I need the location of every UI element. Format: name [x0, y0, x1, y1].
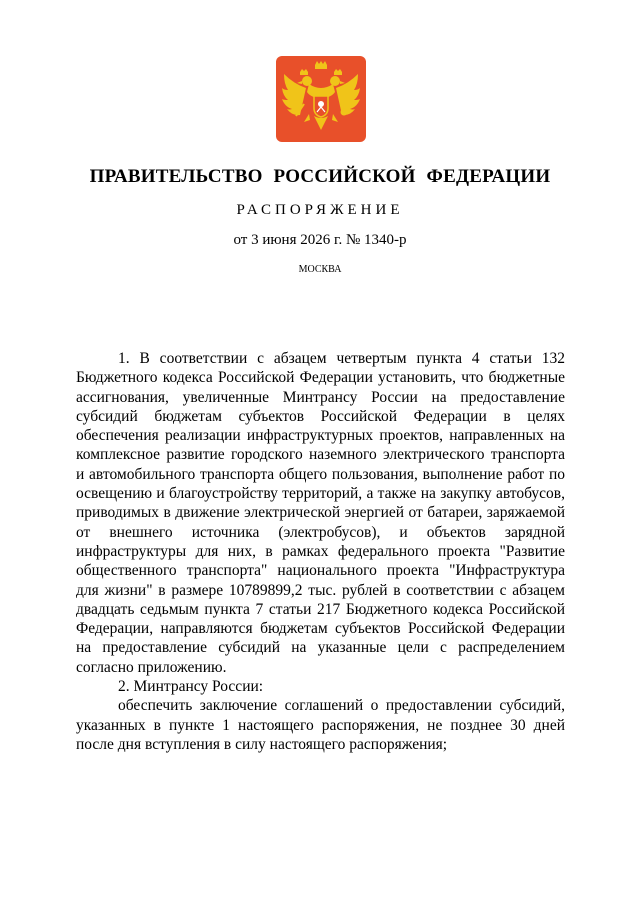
- document-date-number: от 3 июня 2026 г. № 1340-р: [233, 232, 407, 248]
- document-body: [76, 349, 565, 754]
- document-type: РАСПОРЯЖЕНИЕ: [236, 202, 404, 218]
- document-city: МОСКВА: [298, 264, 342, 275]
- government-title: ПРАВИТЕЛЬСТВО РОССИЙСКОЙ ФЕДЕРАЦИИ: [89, 166, 551, 187]
- paragraph-3: обеспечить заключение соглашений о предоставлении субсидий, указанных в пункте 1 настоящего распоряжения, не позднее 30 дней после дня вступления в силу настоящего распоряжения;: [76, 697, 565, 753]
- coat-of-arms-icon: [276, 56, 366, 142]
- paragraph-2: 2. Минтрансу России:: [118, 678, 264, 696]
- paragraph-1: 1. В соответствии с абзацем четвертым пункта 4 статьи 132 Бюджетного кодекса Российской Федерации установить, что бюджетные ассигнования, увеличенные Минтрансу России на предоставление субсидий бюджетам субъектов Российской Федерации в целях обеспечения реализации инфраструктурных проектов, направленных на комплексное развитие городского наземного электрического транспорта и автомобильного транспорта общего пользования, выполнение работ по освещению и благоустройству территорий, а также на закупку автобусов, приводимых в движение электрической энергией от батареи, заряжаемой от внешнего источника (электробусов), и объектов зарядной инфраструктуры для них, в рамках федерального проекта "Развитие общественного транспорта" национального проекта "Инфраструктура для жизни" в размере 10789899,2 тыс. рублей в соответствии с абзацем двадцать седьмым пункта 7 статьи 217 Бюджетного кодекса Российской Федерации, направляются бюджетам субъектов Российской Федерации на предоставление субсидий на указанные цели с распределением согласно приложению.: [76, 350, 565, 676]
